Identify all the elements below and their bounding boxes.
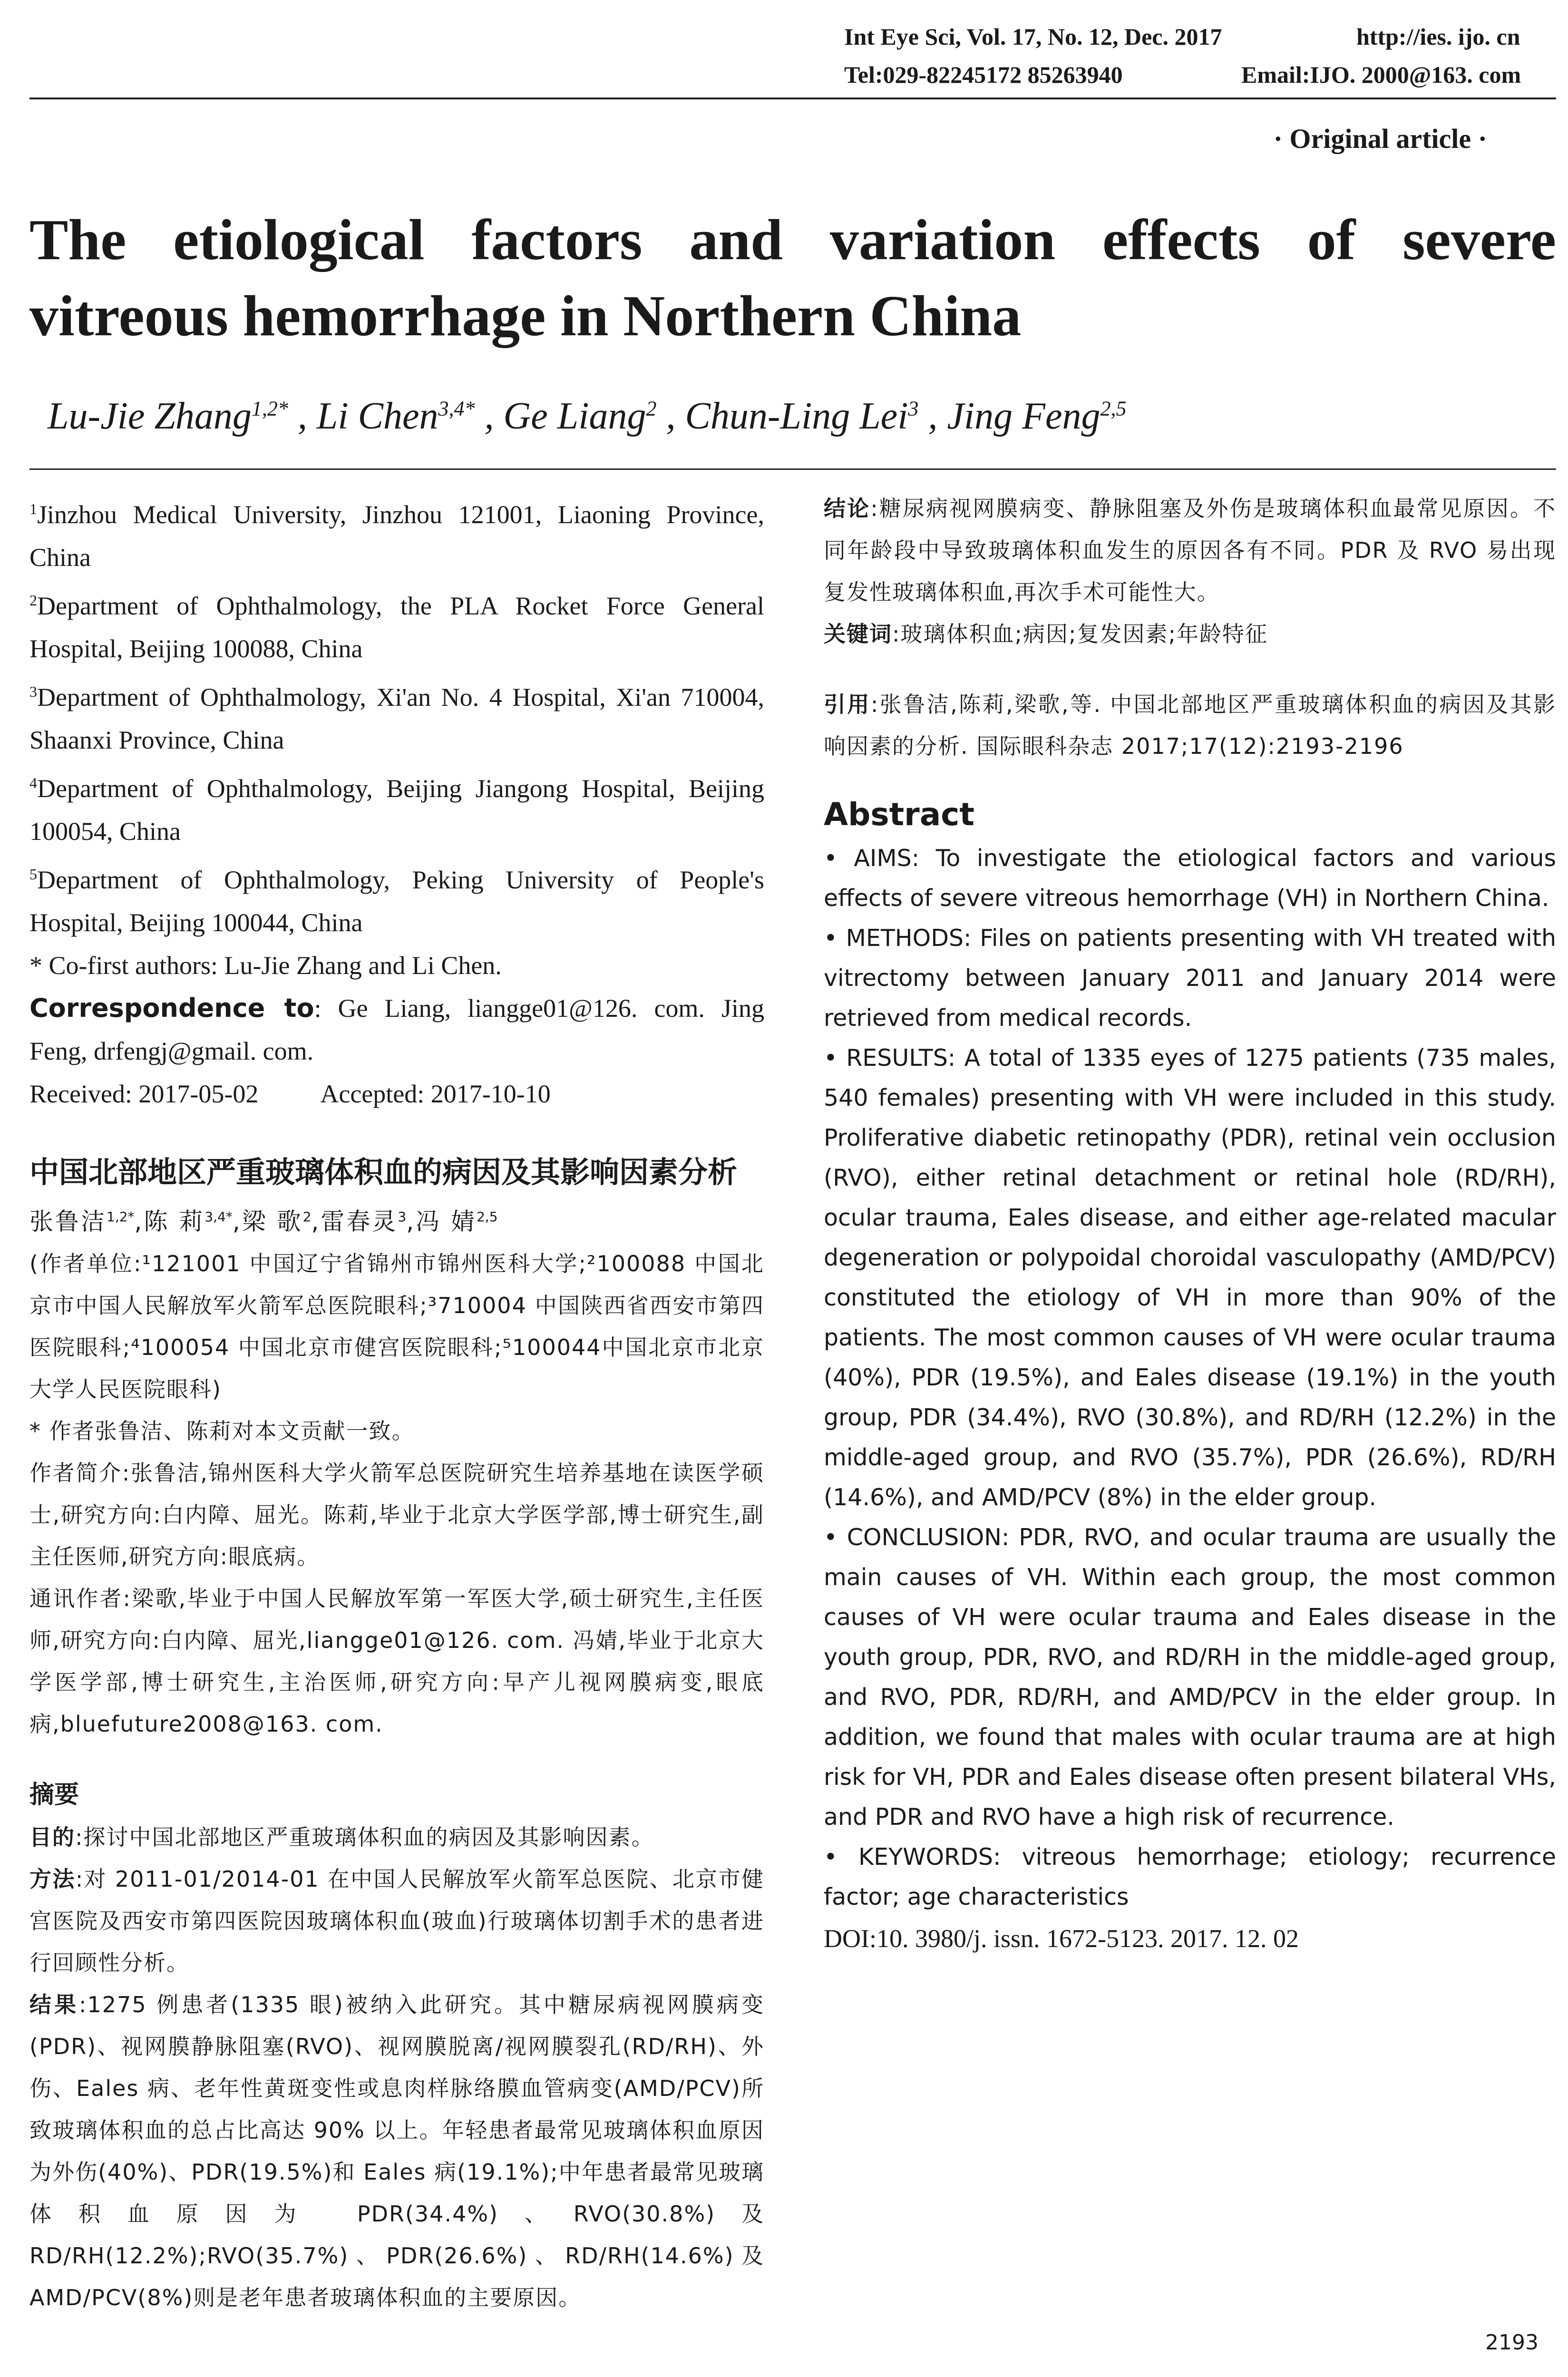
author-affiliation-marker: 2: [646, 397, 657, 420]
author-affiliation-marker: 3: [908, 397, 919, 420]
cn-keywords-label: 关键词: [824, 621, 892, 647]
affiliations: [29, 487, 764, 944]
cn-author-marker: 2: [302, 1209, 312, 1225]
cn-bio: 作者简介:张鲁洁,锦州医科大学火箭军总医院研究生培养基地在读医学硕士,研究方向:白内障、屈光。陈莉,毕业于北京大学医学部,博士研究生,副主任医师,研究方向:眼底病。: [29, 1460, 764, 1569]
title-word: etiological: [173, 208, 425, 272]
affiliation-marker: 3: [29, 683, 37, 700]
affiliation-text: Department of Ophthalmology, the PLA Rocket Force General Hospital, Beijing 100088, China: [29, 592, 764, 663]
title-word: of: [1307, 208, 1356, 272]
affiliation-marker: 2: [29, 592, 37, 609]
abstract-heading: Abstract: [824, 796, 974, 833]
cn-units: (作者单位:¹121001 中国辽宁省锦州市锦州医科大学;²100088 中国北京市中国人民解放军火箭军总医院眼科;³710004 中国陕西省西安市第四医院眼科;⁴100054 中国北京市健宫医院眼科;⁵100044中国北京市北京大学人民医院眼科): [29, 1250, 764, 1402]
abstract-results: • RESULTS: A total of 1335 eyes of 1275 patients (735 males, 540 females) presenting with VH were included in this study. Proliferative diabetic retinopathy (PDR), retinal vein occlusion (RVO), either retinal detachment or retinal hole (RD/RH), ocular trauma, Eales disease, and either age-related macular degeneration or polypoidal choroidal vasculopathy (AMD/PCV) constituted the etiology of VH in more than 90% of the patients. The most common causes of VH were ocular trauma (40%), PDR (19.5%), and Eales disease (19.1%) in the youth group, PDR (34.4%), RVO (30.8%), and RD/RH (12.2%) in the middle-aged group, and RVO (35.7%), PDR (26.6%), RD/RH (14.6%), and AMD/PCV (8%) in the elder group.: [824, 1044, 1556, 1511]
cn-conclusion-label: 结论: [824, 496, 871, 521]
authors-rule: [29, 468, 1556, 470]
cn-cite-text: :张鲁洁,陈莉,梁歌,等. 中国北部地区严重玻璃体积血的病因及其影响因素的分析. 国际眼科杂志 2017;17(12):2193-2196: [824, 692, 1557, 759]
cn-conclusion-text: :糖尿病视网膜病变、静脉阻塞及外伤是玻璃体积血最常见原因。不同年龄段中导致玻璃体积血发生的原因各有不同。PDR 及 RVO 易出现复发性玻璃体积血,再次手术可能性大。: [824, 496, 1557, 605]
title-word: and: [689, 208, 783, 272]
author-list: Lu-Jie Zhang$^{1,2*}$ , Li Chen$^{3,4*}$ , Ge Liang$^2$ , Chun-Ling Lei$^3$ , Jing Feng$^{2,5}$: [48, 395, 1127, 437]
dates: [29, 1072, 764, 1115]
author-name: Ge Liang: [503, 395, 646, 437]
author-affiliation-marker: 1,2*: [251, 397, 288, 420]
cn-author-marker: 1,2*: [107, 1209, 135, 1225]
affiliation: [29, 579, 764, 670]
cn-author-name: 冯 婧: [416, 1208, 477, 1236]
title-word: effects: [1102, 208, 1260, 272]
cn-result: [29, 1984, 764, 2319]
journal-url[interactable]: http://ies. ijo. cn: [1356, 23, 1520, 50]
abstract-methods: • METHODS: Files on patients presenting with VH treated with vitrectomy between January 2011 and January 2014 were retrieved from medical records.: [824, 925, 1556, 1032]
cn-keywords-text: :玻璃体积血;病因;复发因素;年龄特征: [892, 621, 1268, 647]
title-word: variation: [829, 208, 1056, 272]
affiliation-marker: 4: [29, 774, 37, 791]
cn-method-label: 方法: [29, 1866, 76, 1892]
journal-email[interactable]: Email:IJO. 2000@163. com: [1241, 61, 1521, 88]
header-rule: [29, 97, 1556, 99]
author-name: Chun-Ling Lei: [685, 395, 908, 437]
affiliation-marker: 5: [29, 866, 37, 883]
cn-abstract-heading: 摘要: [29, 1780, 79, 1809]
doi[interactable]: DOI:10. 3980/j. issn. 1672-5123. 2017. 12. 02: [824, 1924, 1299, 1953]
journal-tel: Tel:029-82245172 85263940: [844, 61, 1123, 88]
affiliation: [29, 670, 764, 761]
cn-method: [29, 1858, 764, 1984]
abstract-conclusion: • CONCLUSION: PDR, RVO, and ocular trauma are usually the main causes of VH. Within each group, the most common causes of VH were ocular trauma and Eales disease in the youth group, PDR, RVO, and RD/RH in the middle-aged group, and RVO, PDR, RD/RH, and AMD/PCV in the elder group. In addition, we found that males with ocular trauma are at high risk for VH, PDR and Eales disease often present bilateral VHs, and PDR and RVO have a high risk of recurrence.: [824, 1524, 1556, 1831]
correspondence-label: Correspondence to: [29, 993, 314, 1023]
author-affiliation-marker: 2,5: [1100, 397, 1127, 420]
cn-aim-label: 目的: [29, 1824, 75, 1850]
cn-author-name: 张鲁洁: [29, 1208, 107, 1236]
cn-aim-text: :探讨中国北部地区严重玻璃体积血的病因及其影响因素。: [75, 1824, 654, 1850]
cn-citation: [824, 683, 1556, 767]
cn-method-text: :对 2011-01/2014-01 在中国人民解放军火箭军总医院、北京市健宫医院及西安市第四医院因玻璃体积血(玻血)行玻璃体切割手术的患者进行回顾性分析。: [29, 1866, 765, 1976]
abstract-keywords: • KEYWORDS: vitreous hemorrhage; etiology; recurrence factor; age characteristics: [824, 1843, 1556, 1910]
affiliation: [29, 487, 764, 579]
cn-author-marker: 3: [398, 1209, 407, 1225]
author-name: Lu-Jie Zhang: [48, 395, 252, 437]
cofirst-note: * Co-first authors: Lu-Jie Zhang and Li Chen.: [29, 951, 502, 980]
cn-author-name: 梁 歌: [242, 1208, 303, 1236]
affiliation: [29, 853, 764, 944]
section-tag: · Original article ·: [1273, 123, 1487, 154]
cn-result-text: :1275 例患者(1335 眼)被纳入此研究。其中糖尿病视网膜病变(PDR)、视网膜静脉阻塞(RVO)、视网膜脱离/视网膜裂孔(RD/RH)、外伤、Eales 病、老年性黄斑变性或息肉样脉络膜血管病变(AMD/PCV)所致玻璃体积血的总占比高达 90% 以上。年轻患者最常见玻璃体积血原因为外伤(40%)、PDR(19.5%)和 Eales 病(19.1%);中年患者最常见玻璃体积血原因为 PDR(34.4%)、RVO(30.8%)及 RD/RH(12.2%);RVO(35.7%)、PDR(26.6%)、RD/RH(14.6%)及 AMD/PCV(8%)则是老年患者玻璃体积血的主要原因。: [29, 1991, 764, 2310]
affiliation-marker: 1: [29, 500, 37, 517]
title-word: severe: [1402, 208, 1556, 272]
cn-author-marker: 3,4*: [205, 1209, 233, 1225]
affiliation-text: Department of Ophthalmology, Peking University of People's Hospital, Beijing 100044, China: [29, 866, 764, 937]
cn-author-marker: 2,5: [477, 1209, 498, 1225]
title-line-2: vitreous hemorrhage in Northern China: [29, 284, 1022, 348]
cn-conclusion: [824, 487, 1556, 613]
cn-keywords: [824, 613, 1556, 655]
correspondence: [29, 987, 764, 1072]
received-date: Received: 2017-05-02: [29, 1080, 259, 1108]
cn-cite-label: 引用: [824, 692, 871, 717]
affiliation-text: Jinzhou Medical University, Jinzhou 121001, Liaoning Province, China: [29, 500, 764, 572]
cn-cofirst: * 作者张鲁洁、陈莉对本文贡献一致。: [29, 1418, 415, 1444]
cn-author-list: 张鲁洁$^{1,2*}$,陈 莉$^{3,4*}$,梁 歌$^2$,雷春灵$^3$,冯 婧$^{2,5}$: [29, 1208, 498, 1236]
article-title: [29, 202, 1556, 354]
title-word: The: [29, 208, 127, 272]
left-column: [29, 487, 764, 2319]
author-affiliation-marker: 3,4*: [438, 397, 475, 420]
cn-author-name: 陈 莉: [144, 1208, 205, 1236]
affiliation: [29, 761, 764, 853]
title-word: factors: [471, 208, 643, 272]
author-name: Jing Feng: [947, 395, 1101, 437]
cn-result-label: 结果: [29, 1991, 79, 2017]
author-name: Li Chen: [316, 395, 438, 437]
cn-contact: 通讯作者:梁歌,毕业于中国人民解放军第一军医大学,硕士研究生,主任医师,研究方向:白内障、屈光,liangge01@126. com. 冯婧,毕业于北京大学医学部,博士研究生,主治医师,研究方向:早产儿视网膜病变,眼底病,bluefuture2008@163. com.: [29, 1585, 764, 1737]
page-number: 2193: [1485, 2330, 1539, 2355]
cn-aim: [29, 1816, 764, 1858]
accepted-date: Accepted: 2017-10-10: [320, 1080, 551, 1108]
abstract-aims: • AIMS: To investigate the etiological factors and various effects of severe vitreous hemorrhage (VH) in Northern China.: [824, 845, 1556, 912]
cn-author-name: 雷春灵: [321, 1208, 398, 1236]
right-column: [824, 487, 1556, 1960]
cn-title: 中国北部地区严重玻璃体积血的病因及其影响因素分析: [29, 1155, 738, 1189]
affiliation-text: Department of Ophthalmology, Xi'an No. 4 Hospital, Xi'an 710004, Shaanxi Province, China: [29, 683, 764, 754]
journal-citation: Int Eye Sci, Vol. 17, No. 12, Dec. 2017: [844, 23, 1222, 50]
affiliation-text: Department of Ophthalmology, Beijing Jiangong Hospital, Beijing 100054, China: [29, 774, 764, 846]
title-line-1: [29, 202, 1556, 278]
correspondence-text: : Ge Liang, liangge01@126. com. Jing Feng, drfengj@gmail. com.: [29, 994, 764, 1065]
